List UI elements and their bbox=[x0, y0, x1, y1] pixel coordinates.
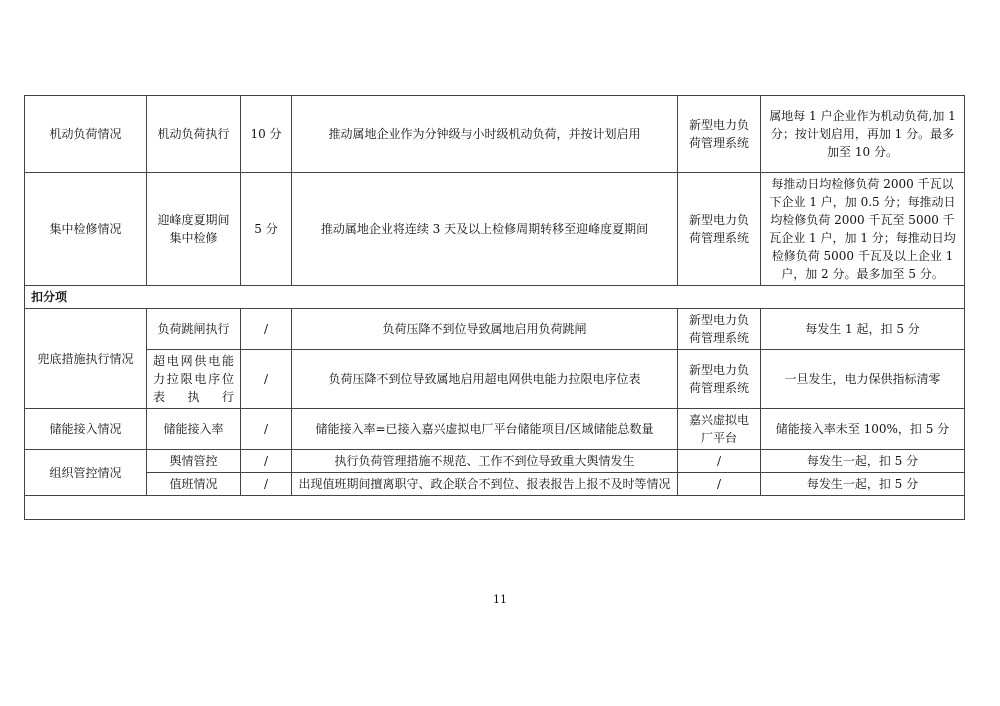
source-cell: 嘉兴虚拟电厂平台 bbox=[678, 409, 761, 450]
rule-cell: 每发生一起，扣 5 分 bbox=[761, 473, 965, 496]
description-cell: 负荷压降不到位导致属地启用超电网供电能力拉限电序位表 bbox=[292, 350, 678, 409]
source-cell: / bbox=[678, 450, 761, 473]
category-cell: 兜底措施执行情况 bbox=[25, 309, 147, 409]
rule-cell: 一旦发生，电力保供指标清零 bbox=[761, 350, 965, 409]
item-cell: 迎峰度夏期间集中检修 bbox=[147, 173, 241, 286]
description-cell: 推动属地企业作为分钟级与小时级机动负荷，并按计划启用 bbox=[292, 96, 678, 173]
score-cell: / bbox=[241, 450, 292, 473]
source-cell: 新型电力负荷管理系统 bbox=[678, 309, 761, 350]
description-cell: 负荷压降不到位导致属地启用负荷跳闸 bbox=[292, 309, 678, 350]
score-cell: 5 分 bbox=[241, 173, 292, 286]
description-cell: 执行负荷管理措施不规范、工作不到位导致重大舆情发生 bbox=[292, 450, 678, 473]
category-cell: 机动负荷情况 bbox=[25, 96, 147, 173]
source-cell: 新型电力负荷管理系统 bbox=[678, 96, 761, 173]
category-cell: 组织管控情况 bbox=[25, 450, 147, 496]
rule-cell: 每发生一起，扣 5 分 bbox=[761, 450, 965, 473]
source-cell: 新型电力负荷管理系统 bbox=[678, 350, 761, 409]
section-title: 扣分项 bbox=[25, 286, 965, 309]
rule-cell: 每发生 1 起，扣 5 分 bbox=[761, 309, 965, 350]
score-cell: / bbox=[241, 473, 292, 496]
empty-row bbox=[25, 496, 965, 520]
source-cell: 新型电力负荷管理系统 bbox=[678, 173, 761, 286]
rule-cell: 每推动日均检修负荷 2000 千瓦以下企业 1 户，加 0.5 分；每推动日均检修负荷 2000 千瓦至 5000 千瓦企业 1 户，加 1 分；每推动日均检修负荷 5000 千瓦及以上企业 1 户，加 2 分。最多加至 5 分。 bbox=[761, 173, 965, 286]
empty-cell bbox=[25, 496, 965, 520]
category-cell: 集中检修情况 bbox=[25, 173, 147, 286]
table-row bbox=[25, 350, 965, 409]
item-cell: 舆情管控 bbox=[147, 450, 241, 473]
item-cell: 超电网供电能力拉限电序位表执行 bbox=[147, 350, 241, 409]
table-row bbox=[25, 450, 965, 473]
score-cell: / bbox=[241, 409, 292, 450]
score-cell: / bbox=[241, 309, 292, 350]
table-row bbox=[25, 173, 965, 286]
item-cell: 机动负荷执行 bbox=[147, 96, 241, 173]
page-number: 11 bbox=[493, 593, 507, 606]
category-cell: 储能接入情况 bbox=[25, 409, 147, 450]
description-cell: 推动属地企业将连续 3 天及以上检修周期转移至迎峰度夏期间 bbox=[292, 173, 678, 286]
item-cell: 负荷跳闸执行 bbox=[147, 309, 241, 350]
item-cell: 值班情况 bbox=[147, 473, 241, 496]
description-cell: 出现值班期间擅离职守、政企联合不到位、报表报告上报不及时等情况 bbox=[292, 473, 678, 496]
rule-cell: 储能接入率未至 100%，扣 5 分 bbox=[761, 409, 965, 450]
table-row bbox=[25, 473, 965, 496]
score-cell: / bbox=[241, 350, 292, 409]
evaluation-table bbox=[24, 95, 965, 520]
item-cell: 储能接入率 bbox=[147, 409, 241, 450]
source-cell: / bbox=[678, 473, 761, 496]
description-cell: 储能接入率=已接入嘉兴虚拟电厂平台储能项目/区域储能总数量 bbox=[292, 409, 678, 450]
rule-cell: 属地每 1 户企业作为机动负荷,加 1 分；按计划启用，再加 1 分。最多加至 10 分。 bbox=[761, 96, 965, 173]
section-row bbox=[25, 286, 965, 309]
table-row bbox=[25, 409, 965, 450]
score-cell: 10 分 bbox=[241, 96, 292, 173]
table-row bbox=[25, 309, 965, 350]
table-row bbox=[25, 96, 965, 173]
